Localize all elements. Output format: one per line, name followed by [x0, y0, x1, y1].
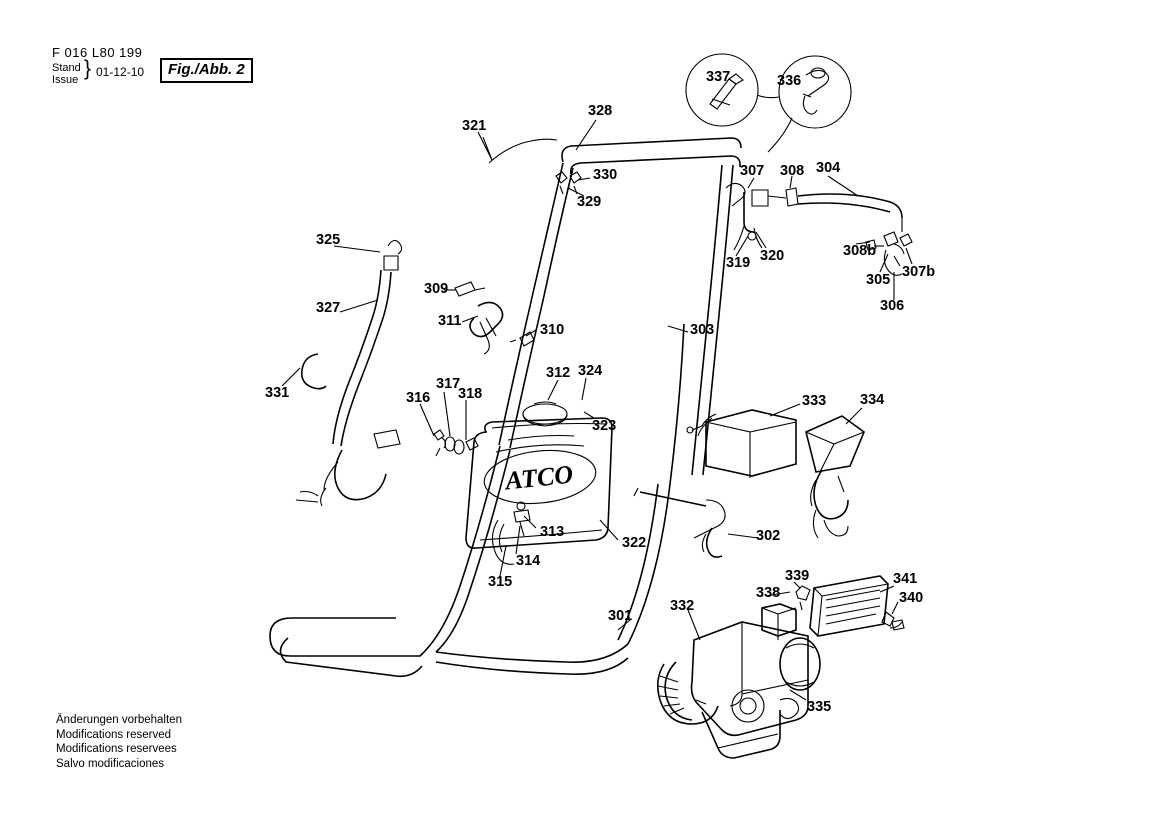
callout-336: 336: [777, 73, 802, 89]
callout-327: 327: [316, 300, 341, 316]
callout-307-b: 307b: [902, 264, 936, 280]
callout-315: 315: [488, 574, 513, 590]
part-number-text: F 016 L80 199: [52, 45, 143, 60]
figure-badge: Fig./Abb. 2: [160, 58, 253, 83]
part-321-cable: [489, 139, 557, 163]
callout-307: 307: [740, 163, 765, 179]
footer-line-fr: Modifications reservees: [56, 743, 177, 755]
callout-319: 319: [726, 255, 751, 271]
callout-305: 305: [866, 272, 891, 288]
callout-331: 331: [265, 385, 290, 401]
footer-line-en: Modifications reserved: [56, 728, 172, 741]
callout-341: 341: [893, 571, 918, 587]
parts-316-318-hardware: [434, 430, 478, 456]
footer-line-es: Salvo modificaciones: [56, 757, 165, 770]
callout-338: 338: [756, 585, 781, 601]
callout-324: 324: [578, 363, 603, 379]
callout-311: 311: [438, 313, 462, 329]
callout-333: 333: [802, 393, 827, 409]
callout-310: 310: [540, 322, 565, 338]
callout-308-b: 308b: [843, 243, 877, 259]
callout-318: 318: [458, 386, 483, 402]
parts-309-311-lever: [455, 282, 534, 354]
callout-321: 321: [462, 118, 487, 134]
callout-317: 317: [436, 376, 461, 392]
callout-316: 316: [406, 390, 431, 406]
callout-309: 309: [424, 281, 449, 297]
callout-312: 312: [546, 365, 571, 381]
part-336-pin: [803, 68, 829, 114]
detail-circle-337: [686, 54, 758, 126]
parts-338-341-panel: [796, 576, 904, 636]
parts-325-327-331-cable: [296, 240, 402, 506]
callout-322: 322: [622, 535, 647, 551]
callout-301: 301: [608, 608, 633, 624]
callout-328: 328: [588, 103, 613, 119]
callout-323: 323: [592, 418, 617, 434]
callout-340: 340: [899, 590, 924, 606]
callout-320: 320: [760, 248, 785, 264]
callout-337: 337: [706, 69, 731, 85]
callout-313: 313: [540, 524, 565, 540]
brace-glyph: }: [84, 57, 92, 80]
footer-line-de: Änderungen vorbehalten: [56, 714, 182, 726]
part-334-charger: [806, 416, 864, 538]
callout-335: 335: [807, 699, 832, 715]
callout-314: 314: [516, 553, 541, 569]
detail-circle-336: [779, 56, 851, 128]
part-332-335-engine: [658, 604, 820, 758]
decal-text: ATCO: [503, 459, 575, 496]
callout-304: 304: [816, 160, 841, 176]
callout-334: 334: [860, 392, 885, 408]
callout-339: 339: [785, 568, 810, 584]
callout-329: 329: [577, 194, 602, 210]
callout-302: 302: [756, 528, 781, 544]
stand-label: Stand: [52, 62, 81, 74]
callout-330: 330: [593, 167, 618, 183]
callout-308: 308: [780, 163, 805, 179]
issue-label: Issue: [52, 74, 79, 86]
issue-date-text: 01-12-10: [96, 65, 145, 79]
callout-325: 325: [316, 232, 341, 248]
callout-306: 306: [880, 298, 905, 314]
callout-303: 303: [690, 322, 715, 338]
callout-332: 332: [670, 598, 695, 614]
